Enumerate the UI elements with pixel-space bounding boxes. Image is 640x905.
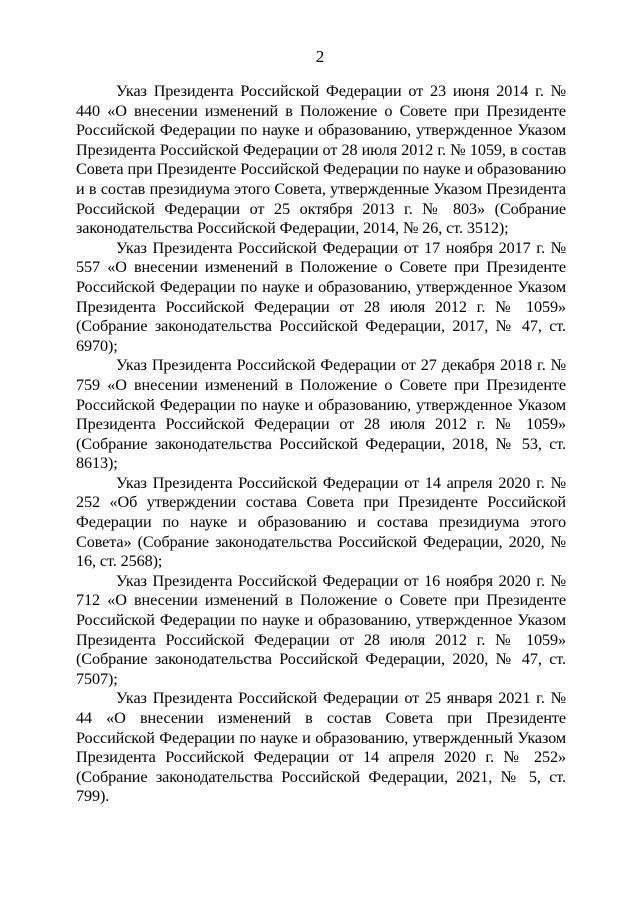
decree-paragraph-2: Указ Президента Российской Федерации от 17 ноября 2017 г. № 557 «О внесении изменений в Положение о Совете при Президенте Российской Федерации по науке и образованию, утвержденное Указом Президента Российской Федерации от 28 июля 2012 г. № 1059» (Собрание законодательства Российской Федерации, 2017, № 47, ст. 6970); [76, 238, 566, 355]
decree-paragraph-4: Указ Президента Российской Федерации от 14 апреля 2020 г. № 252 «Об утверждении состава Совета при Президенте Российской Федерации по науке и образованию и состава президиума этого Совета» (Собрание законодательства Российской Федерации, 2020, № 16, ст. 2568); [76, 473, 566, 571]
decree-paragraph-3: Указ Президента Российской Федерации от 27 декабря 2018 г. № 759 «О внесении изменений в Положение о Совете при Президенте Российской Федерации по науке и образованию, утвержденное Указом Президента Российской Федерации от 28 июля 2012 г. № 1059» (Собрание законодательства Российской Федерации, 2018, № 53, ст. 8613); [76, 356, 566, 473]
page-number: 2 [315, 47, 325, 66]
decree-paragraph-6: Указ Президента Российской Федерации от 25 января 2021 г. № 44 «О внесении изменений в состав Совета при Президенте Российской Федерации по науке и образованию, утвержденный Указом Президента Российской Федерации от 14 апреля 2020 г. № 252» (Собрание законодательства Российской Федерации, 2021, № 5, ст. 799). [76, 689, 566, 806]
decree-paragraph-1: Указ Президента Российской Федерации от 23 июня 2014 г. № 440 «О внесении изменений в Положение о Совете при Президенте Российской Федерации по науке и образованию, утвержденное Указом Президента Российской Федерации от 28 июля 2012 г. № 1059, в состав Совета при Президенте Российской Федерации по науке и образованию и в состав президиума этого Совета, утвержденные Указом Президента Российской Федерации от 25 октября 2013 г. № 803» (Собрание законодательства Российской Федерации, 2014, № 26, ст. 3512); [76, 82, 566, 238]
document-body [76, 82, 566, 807]
decree-paragraph-5: Указ Президента Российской Федерации от 16 ноября 2020 г. № 712 «О внесении изменений в Положение о Совете при Президенте Российской Федерации по науке и образованию, утвержденное Указом Президента Российской Федерации от 28 июля 2012 г. № 1059» (Собрание законодательства Российской Федерации, 2020, № 47, ст. 7507); [76, 571, 566, 688]
